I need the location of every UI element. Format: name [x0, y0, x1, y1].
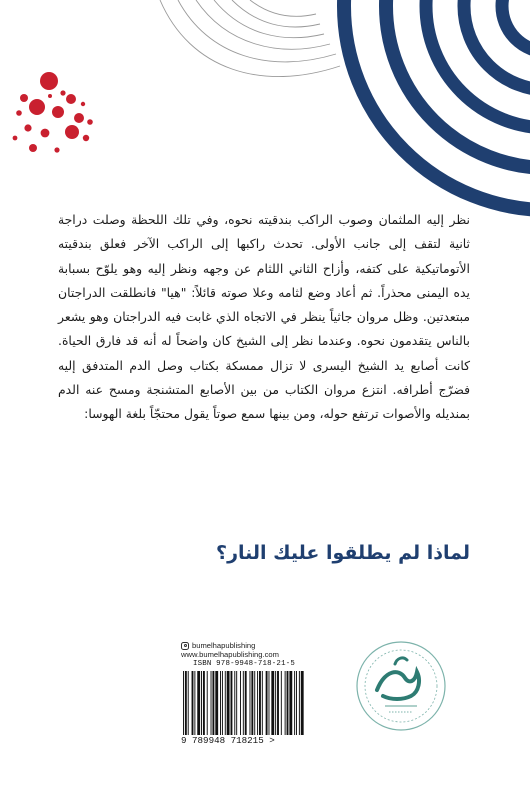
instagram-icon [181, 642, 189, 650]
barcode-bar [185, 671, 187, 735]
barcode-bar [287, 671, 289, 735]
publisher-social-handle [181, 641, 255, 650]
navy-concentric-arcs-icon [344, 0, 530, 210]
barcode-bar [289, 671, 292, 735]
barcode-bar [269, 671, 270, 735]
barcode-digits: 9 789948 718215 > [181, 735, 275, 746]
barcode-bar [225, 671, 226, 735]
barcode-bar [236, 671, 237, 735]
barcode-bar [222, 671, 223, 735]
isbn-label: ISBN 978-9948-718-21-5 [193, 660, 295, 668]
barcode-bar [271, 671, 274, 735]
barcode-bar [277, 671, 279, 735]
barcode-bar [201, 671, 202, 735]
barcode-bar [262, 671, 263, 735]
barcode-bar [215, 671, 218, 735]
barcode-bar [227, 671, 230, 735]
barcode-bar [188, 671, 189, 735]
back-cover-excerpt: نظر إليه الملثمان وصوب الراكب بندقيته نحوه، وفي تلك اللحظة وصلت دراجة ثانية لتقف إلى جانب الأولى. تحدث راكبها إلى الراكب الآخر فعلق بندقيته الأتوماتيكية على كتفه، وأزاح الثاني اللثام عن وجهه ونظر إليه وهو يلوّح بسبابة يده اليمنى محذراً. ثم أعاد وضع لثامه وعلا صوته قائلاً: "هيا" فانطلقت الدراجتان مبتعدتين. وظل مروان جاثياً ينظر في الاتجاه الذي غابت فيه الدراجتان وهو يشعر بالناس يتقدمون نحوه. وعندما نظر إلى الشيخ كان واضحاً له أنه قد فارق الحياة. كانت أصابع يد الشيخ اليسرى لا تزال ممسكة بكتاب وصل الدم المتدفق إليه فضرّج أطرافه. انتزع مروان الكتاب من بين الأصابع المتشنجة ومسح عنه الدم بمنديله والأصوات ترتفع حوله، ومن بينها سمع صوتاً يقول محتجّاً بلغة الهوسا: [58, 212, 470, 422]
barcode-bar [220, 671, 221, 735]
back-cover-headline: لماذا لم يطلقوا عليك النار؟ [216, 542, 470, 564]
barcode-bar [211, 671, 212, 735]
barcode-bar [254, 671, 255, 735]
barcode-bar [296, 671, 297, 735]
red-dots-cluster-icon [13, 72, 93, 153]
barcode-bar [245, 671, 247, 735]
barcode-bar [197, 671, 200, 735]
barcode-bar [257, 671, 258, 735]
barcode-bar [234, 671, 235, 735]
publisher-website: www.bumelhapublishing.com [181, 650, 279, 659]
gray-curved-lines-icon [160, 0, 340, 77]
barcode-bar [183, 671, 184, 735]
barcode-bar [250, 671, 251, 735]
barcode-bar [285, 671, 286, 735]
barcode-bar [194, 671, 195, 735]
barcode-bar [275, 671, 276, 735]
barcode-bar [299, 671, 300, 735]
barcode-bar [301, 671, 304, 735]
barcode-bar [259, 671, 261, 735]
barcode-bar [243, 671, 244, 735]
barcode-bar [203, 671, 205, 735]
barcode-bar [266, 671, 268, 735]
barcode-bar [207, 671, 208, 735]
barcode-bar [192, 671, 194, 735]
barcode-bar [212, 671, 214, 735]
barcode-bar [294, 671, 295, 735]
barcode-block [181, 660, 307, 746]
barcode-icon [181, 671, 307, 735]
barcode-bar [251, 671, 253, 735]
barcode-bar [281, 671, 282, 735]
barcode-bar [240, 671, 241, 735]
seal-outer-ring [357, 642, 445, 730]
social-handle-text: bumelhapublishing [192, 641, 256, 650]
bumelha-publishing-seal-icon [355, 640, 447, 732]
barcode-bar [231, 671, 233, 735]
